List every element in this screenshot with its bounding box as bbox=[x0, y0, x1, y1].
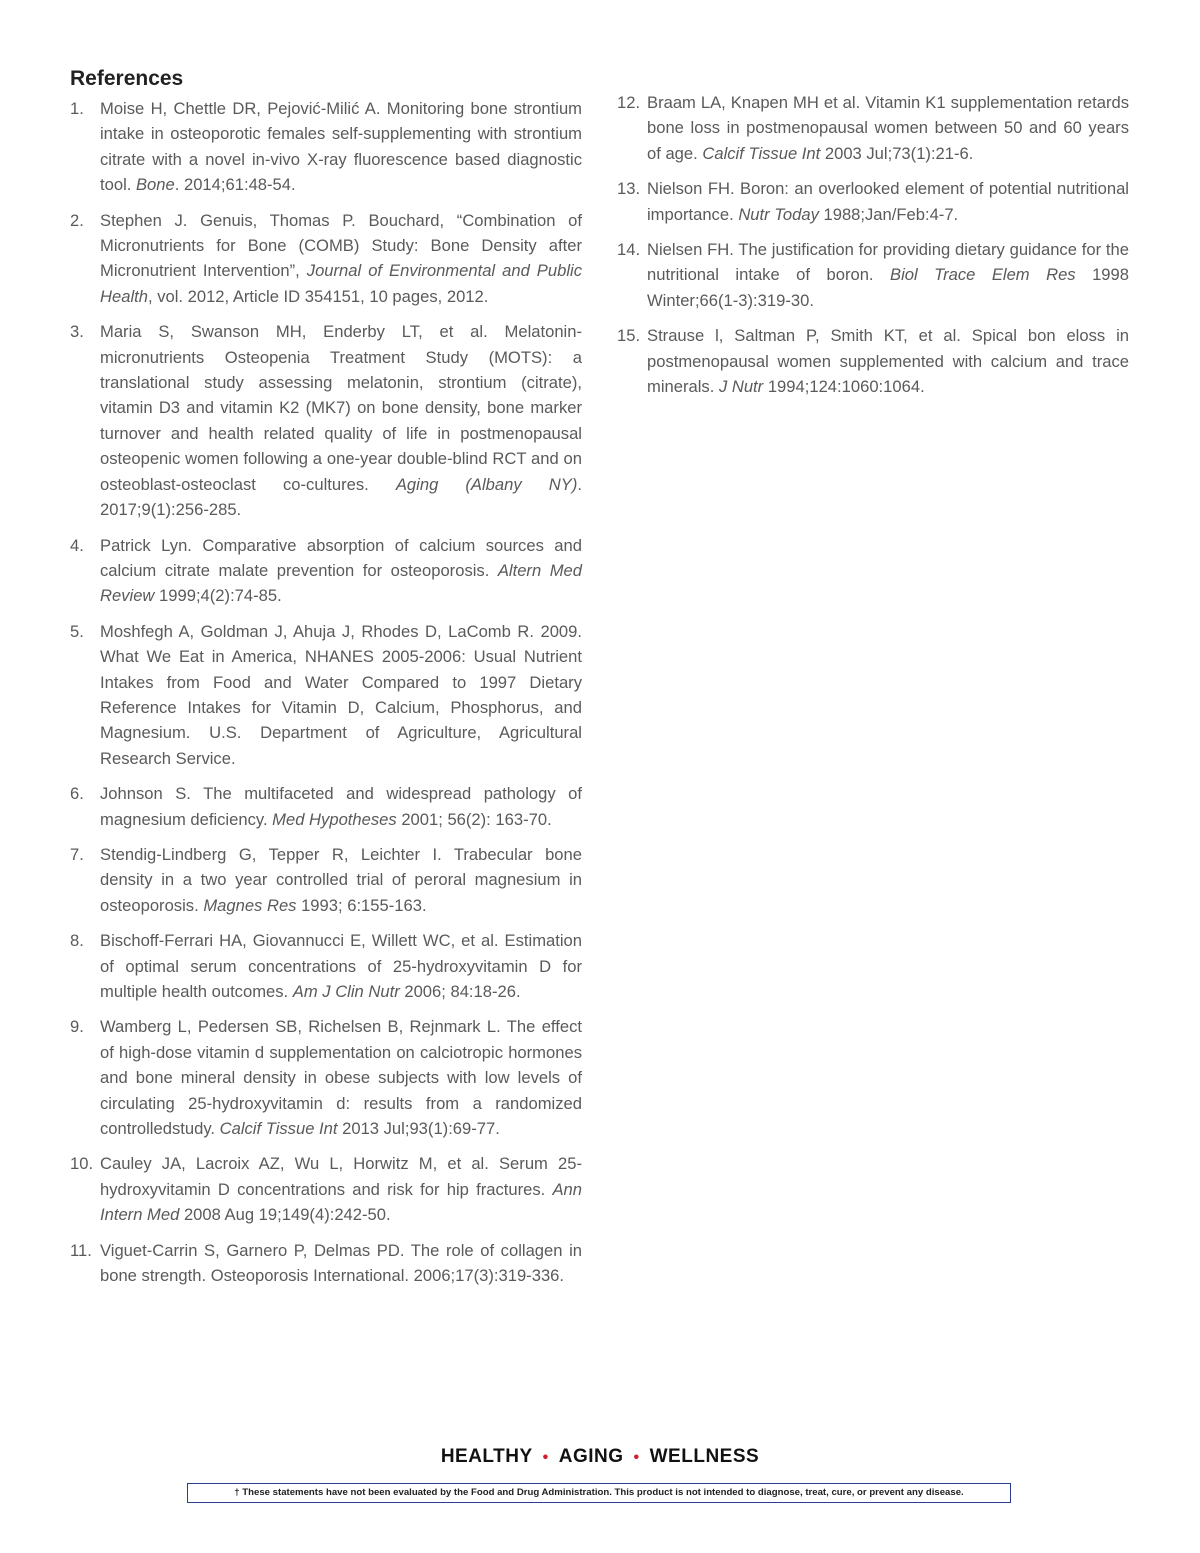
reference-item bbox=[70, 781, 582, 832]
reference-journal: Calcif Tissue Int bbox=[702, 143, 821, 163]
footer-tagline bbox=[0, 1446, 1200, 1468]
reference-journal: Journal of Environmental and Public Health bbox=[100, 261, 582, 306]
reference-text: Wamberg L, Pedersen SB, Richelsen B, Rejnmark L. The effect of high-dose vitamin d supplementation on calciotropic hormones and bone mineral density in obese subjects with low levels of circulating 25-hydroxyvitamin d: results from a randomized controlledstudy. bbox=[100, 1017, 582, 1139]
references-column-left bbox=[70, 64, 582, 1298]
reference-text: Stephen J. Genuis, Thomas P. Bouchard, “Combination of Micronutrients for Bone (COMB) Study: Bone Density after Micronutrient Intervention”, bbox=[100, 210, 582, 281]
reference-text: Nielsen FH. The justification for providing dietary guidance for the nutritional intake of boron. bbox=[647, 240, 1129, 285]
reference-number: 14. bbox=[617, 240, 641, 260]
reference-item bbox=[70, 319, 582, 522]
reference-item bbox=[70, 619, 582, 771]
references-heading: References bbox=[70, 67, 184, 90]
reference-item bbox=[70, 1238, 582, 1289]
reference-journal: J Nutr bbox=[718, 377, 764, 397]
reference-item bbox=[70, 533, 582, 609]
reference-citation: 1993; 6:155-163. bbox=[296, 895, 427, 915]
reference-journal: Altern Med Review bbox=[100, 560, 582, 606]
tagline-word: HEALTHY bbox=[440, 1446, 533, 1467]
reference-text: Bischoff-Ferrari HA, Giovannucci E, Willett WC, et al. Estimation of optimal serum concentrations of 25-hydroxyvitamin D for multiple health outcomes. bbox=[100, 931, 582, 1001]
fda-disclaimer: † These statements have not been evaluated by the Food and Drug Administration. This product is not intended to diagnose, treat, cure, or prevent any disease. bbox=[187, 1483, 1011, 1503]
reference-number: 10. bbox=[70, 1154, 94, 1174]
references-list-right bbox=[617, 90, 1129, 399]
reference-journal: Med Hypotheses bbox=[272, 809, 397, 829]
reference-text: Cauley JA, Lacroix AZ, Wu L, Horwitz M, et al. Serum 25-hydroxyvitamin D concentrations and risk for hip fractures. bbox=[100, 1154, 582, 1199]
reference-number: 11. bbox=[70, 1240, 92, 1260]
reference-number: 5. bbox=[70, 621, 84, 641]
reference-item bbox=[617, 90, 1129, 166]
reference-number: 3. bbox=[70, 322, 84, 342]
reference-citation: 2013 Jul;93(1):69-77. bbox=[337, 1119, 500, 1139]
reference-text: Braam LA, Knapen MH et al. Vitamin K1 supplementation retards bone loss in postmenopausal women between 50 and 60 years of age. bbox=[647, 93, 1129, 163]
reference-text: Nielson FH. Boron: an overlooked element of potential nutritional importance. bbox=[647, 179, 1129, 224]
tagline-separator: • bbox=[633, 1449, 640, 1466]
reference-number: 6. bbox=[70, 784, 84, 804]
reference-number: 8. bbox=[70, 931, 84, 951]
reference-citation: 1988;Jan/Feb:4-7. bbox=[818, 204, 959, 224]
reference-number: 13. bbox=[617, 179, 641, 199]
reference-text: Stendig-Lindberg G, Tepper R, Leichter I. Trabecular bone density in a two year controlled trial of peroral magnesium in osteoporosis. bbox=[100, 844, 582, 915]
reference-number: 1. bbox=[70, 99, 84, 118]
reference-journal: Calcif Tissue Int bbox=[219, 1119, 338, 1139]
reference-text: Patrick Lyn. Comparative absorption of calcium sources and calcium citrate malate prevention for osteoporosis. bbox=[100, 535, 582, 580]
reference-journal: Magnes Res bbox=[203, 895, 297, 915]
reference-journal: Bone bbox=[135, 175, 175, 195]
reference-number: 4. bbox=[70, 535, 84, 555]
references-column-right bbox=[617, 90, 1129, 409]
reference-citation: 2008 Aug 19;149(4):242-50. bbox=[179, 1205, 391, 1225]
reference-item bbox=[70, 842, 582, 918]
reference-text: Moshfegh A, Goldman J, Ahuja J, Rhodes D, LaComb R. 2009. What We Eat in America, NHANES 2005-2006: Usual Nutrient Intakes from Food and Water Compared to 1997 Dietary Reference Intakes for Vitamin D, Calcium, Phosphorus, and Magnesium. U.S. Department of Agriculture, Agricultural Research Service. bbox=[100, 621, 582, 768]
reference-number: 2. bbox=[70, 210, 84, 230]
reference-item bbox=[70, 1151, 582, 1227]
reference-number: 15. bbox=[617, 326, 641, 346]
reference-citation: 1999;4(2):74-85. bbox=[154, 586, 282, 606]
reference-journal: Am J Clin Nutr bbox=[292, 982, 400, 1001]
reference-number: 7. bbox=[70, 844, 84, 864]
reference-citation: . 2017;9(1):256-285. bbox=[100, 474, 582, 520]
reference-number: 12. bbox=[617, 93, 641, 112]
tagline-word: AGING bbox=[558, 1446, 624, 1467]
reference-text: Johnson S. The multifaceted and widespread pathology of magnesium deficiency. bbox=[100, 784, 582, 829]
reference-citation: 2006; 84:18-26. bbox=[399, 982, 521, 1001]
reference-item bbox=[70, 1014, 582, 1141]
reference-citation: 1998 Winter;66(1-3):319-30. bbox=[647, 265, 1129, 310]
tagline-separator: • bbox=[542, 1449, 549, 1466]
reference-text: Strause l, Saltman P, Smith KT, et al. Spical bon eloss in postmenopausal women supplemented with calcium and trace minerals. bbox=[647, 326, 1129, 397]
reference-journal: Ann Intern Med bbox=[100, 1179, 582, 1225]
references-list-left bbox=[70, 96, 582, 1288]
reference-citation: 2003 Jul;73(1):21-6. bbox=[820, 143, 974, 163]
reference-item bbox=[617, 323, 1129, 399]
tagline-word: WELLNESS bbox=[649, 1446, 760, 1467]
reference-journal: Biol Trace Elem Res bbox=[890, 265, 1076, 285]
reference-item bbox=[617, 237, 1129, 313]
reference-citation: 1994;124:1060:1064. bbox=[763, 377, 925, 397]
reference-number: 9. bbox=[70, 1017, 84, 1037]
reference-citation: 2001; 56(2): 163-70. bbox=[396, 809, 552, 829]
reference-item bbox=[70, 208, 582, 310]
reference-text: Maria S, Swanson MH, Enderby LT, et al. Melatonin-micronutrients Osteopenia Treatment Study (MOTS): a translational study assessing melatonin, strontium (citrate), vitamin D3 and vitamin K2 (MK7) on bone density, bone marker turnover and health related quality of life in postmenopausal osteopenic women following a one-year double-blind RCT and on osteoblast-osteoclast co-cultures. bbox=[100, 322, 582, 494]
reference-item bbox=[617, 176, 1129, 227]
reference-journal: Aging (Albany NY) bbox=[395, 474, 578, 494]
reference-text: Viguet-Carrin S, Garnero P, Delmas PD. The role of collagen in bone strength. Osteoporosis International. 2006;17(3):319-336. bbox=[100, 1240, 582, 1286]
reference-citation: , vol. 2012, Article ID 354151, 10 pages, 2012. bbox=[147, 286, 489, 306]
reference-text: Moise H, Chettle DR, Pejović-Milić A. Monitoring bone strontium intake in osteoporotic females self-supplementing with strontium citrate with a novel in-vivo X-ray fluorescence based diagnostic tool. bbox=[100, 99, 582, 195]
reference-item bbox=[70, 928, 582, 1004]
reference-item bbox=[70, 96, 582, 198]
reference-journal: Nutr Today bbox=[738, 204, 819, 224]
reference-citation: . 2014;61:48-54. bbox=[174, 175, 296, 195]
